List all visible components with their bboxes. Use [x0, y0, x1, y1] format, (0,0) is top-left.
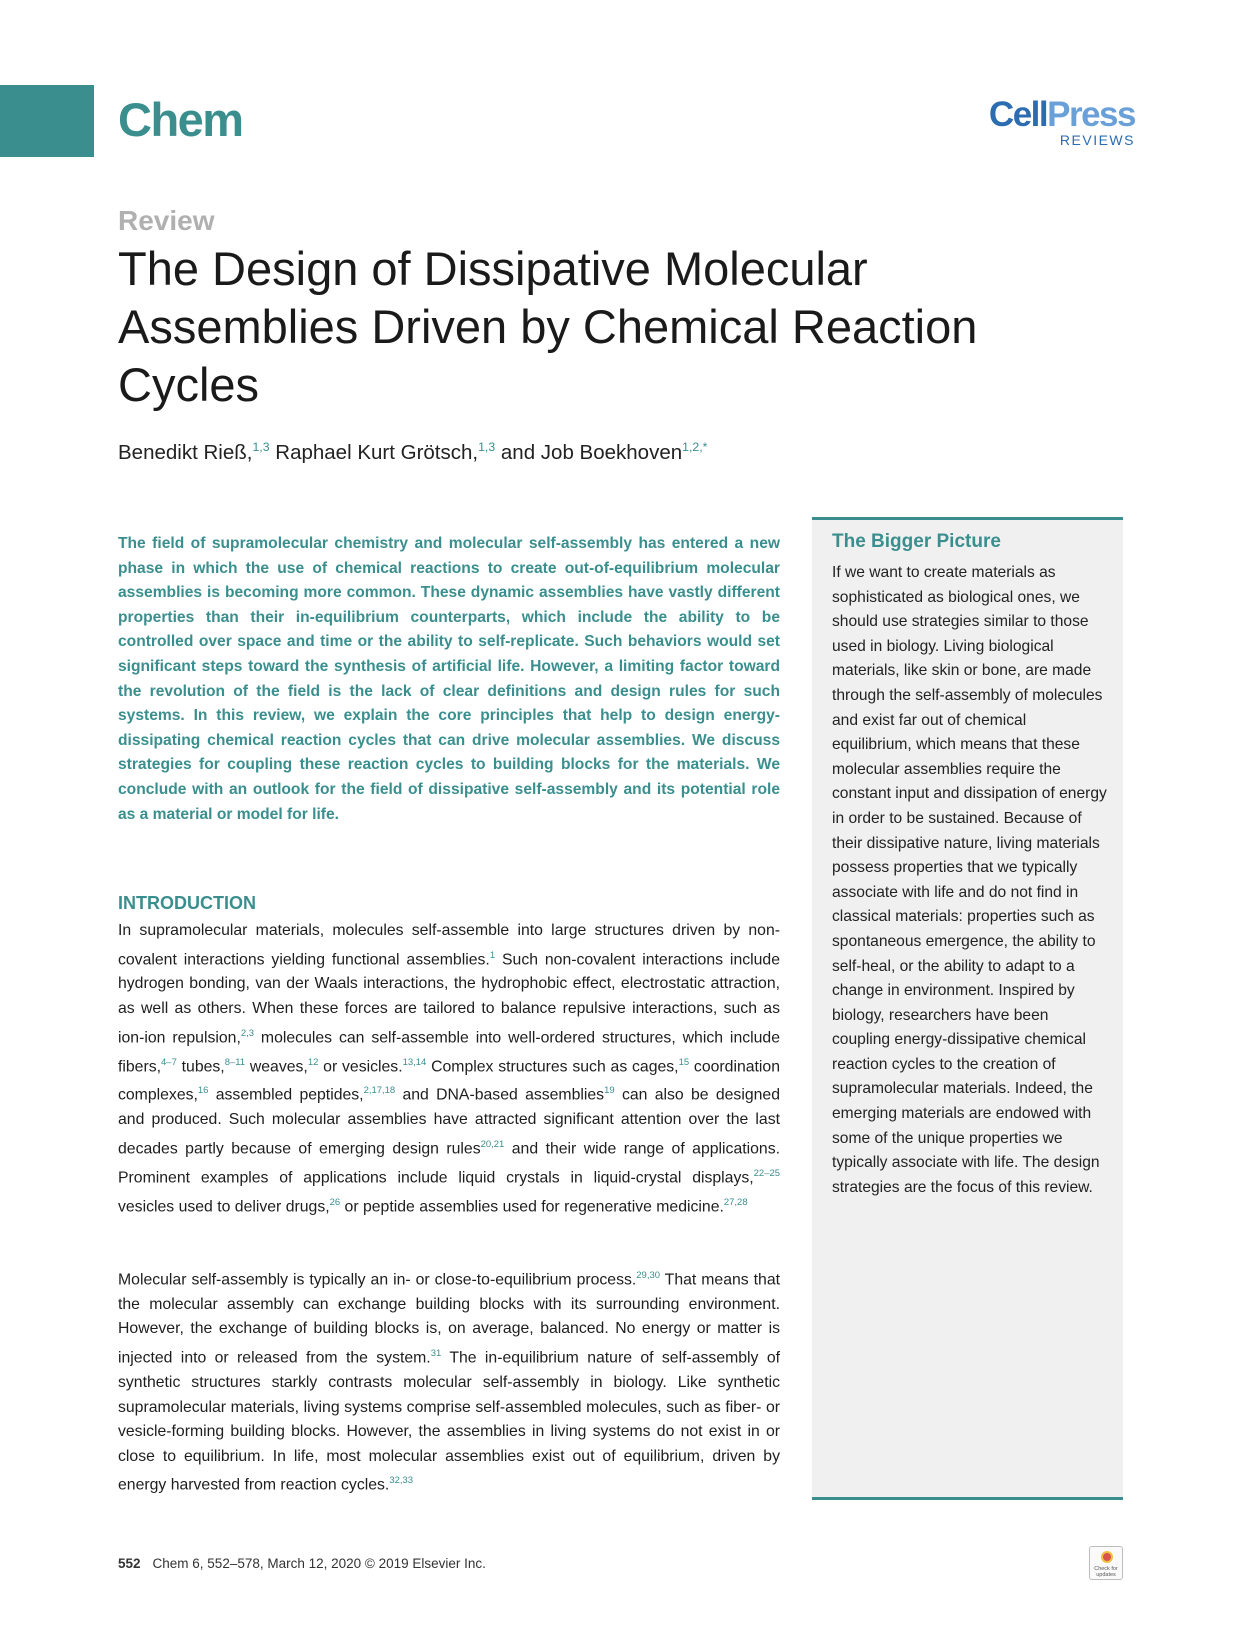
page-number: 552 — [118, 1556, 141, 1571]
reference-link[interactable]: 4–7 — [161, 1056, 177, 1068]
paragraph-text: That means that the molecular assembly can exchange building blocks with its surrounding environment. However, the exchange of building blocks is, on average, balanced. No energy or matter is injected into or released from the system. — [118, 1271, 780, 1367]
reference-link[interactable]: 31 — [430, 1348, 442, 1360]
reference-link[interactable]: 32,33 — [389, 1475, 414, 1487]
reference-link[interactable]: 2,3 — [240, 1027, 255, 1039]
author-name: Raphael Kurt Grötsch, — [275, 440, 479, 464]
article-title: The Design of Dissipative Molecular Assemblies Driven by Chemical Reaction Cycles — [118, 242, 978, 411]
paragraph-text: or peptide assemblies used for regenerative medicine. — [340, 1197, 724, 1215]
reference-link[interactable]: 16 — [197, 1085, 209, 1097]
paragraph-text: can also be designed and produced. Such molecular assemblies have attracted significant attention over the last decades partly because of emerging design rules — [118, 1086, 780, 1158]
publisher-logo-sub: REVIEWS — [1059, 132, 1135, 148]
paragraph-text: Molecular self-assembly is typically an in- or close-to-equilibrium process. — [118, 1271, 637, 1289]
paragraph-text: molecules can self-assemble into well-ordered structures, which include fibers, — [118, 1028, 780, 1075]
page-footer — [118, 1556, 486, 1571]
citation-line: Chem 6, 552–578, March 12, 2020 © 2019 Elsevier Inc. — [152, 1556, 486, 1571]
paragraph-text: or vesicles. — [318, 1057, 403, 1075]
paragraph-text: coordination complexes, — [118, 1057, 780, 1104]
check-for-updates-label: Check for updates — [1094, 1566, 1118, 1578]
reference-link[interactable]: 12 — [307, 1056, 319, 1068]
reference-link[interactable]: 29,30 — [636, 1270, 660, 1281]
publisher-logo-press: Press — [1047, 95, 1135, 134]
paragraph-text: Complex structures such as cages, — [426, 1057, 679, 1075]
reference-link[interactable]: 19 — [604, 1085, 615, 1097]
reference-link[interactable]: 1 — [489, 949, 496, 961]
article-type: Review — [118, 205, 215, 236]
publisher-logo-cell: Cell — [988, 95, 1048, 134]
bigger-picture-text: If we want to create materials as sophisticated as biological ones, we should use strategies similar to those used in biology. Living biological materials, like skin or bone, are made through the self-assembly of molecules and exist far out of chemical equilibrium, which means that these molecular assemblies require the constant input and dissipation of energy in order to be sustained. Because of their dissipative nature, living materials possess properties that we typically associate with life and do not find in classical materials: properties such as spontaneous emergence, the ability to self-heal, or the ability to adapt to a change in environment. Inspired by biology, researchers have been coupling energy-dissipative chemical reaction cycles to the creation of supramolecular materials. Indeed, the emerging materials are endowed with some of the unique properties we typically associate with life. The design strategies are the focus of this review. — [832, 564, 1107, 1196]
paragraph-text: and their wide range of applications. Prominent examples of applications include liquid crystals in liquid-crystal displays, — [118, 1140, 780, 1186]
reference-link[interactable]: 15 — [678, 1056, 690, 1068]
author-affiliation-link[interactable]: 1,2,* — [682, 440, 708, 454]
publisher-logo — [989, 97, 1135, 147]
update-icon — [1101, 1551, 1113, 1563]
author-list — [118, 440, 707, 465]
reference-link[interactable]: 27,28 — [723, 1196, 748, 1208]
reference-link[interactable]: 8–11 — [224, 1056, 246, 1068]
bigger-picture-heading: The Bigger Picture — [832, 531, 1001, 552]
bigger-picture-box — [812, 517, 1123, 1500]
body-paragraph — [118, 919, 780, 1219]
body-paragraph — [118, 1264, 780, 1498]
paragraph-text: vesicles used to deliver drugs, — [118, 1197, 330, 1215]
author-name: and Job Boekhoven — [500, 440, 683, 464]
section-heading-introduction: INTRODUCTION — [118, 893, 256, 913]
reference-link[interactable]: 13,14 — [402, 1056, 427, 1068]
paragraph-text: assembled peptides, — [208, 1086, 364, 1104]
paragraph-text: The in-equilibrium nature of self-assembly of synthetic structures starkly contrasts molecular self-assembly in biology. Like synthetic supramolecular materials, living systems comprise self-assembled molecules, such as fiber- or vesicle-forming building blocks. However, the assemblies in living systems do not exist in or close to equilibrium. In life, most molecular assemblies exist out of equilibrium, driven by energy harvested from reaction cycles. — [118, 1349, 780, 1494]
reference-link[interactable]: 2,17,18 — [363, 1085, 396, 1097]
author-affiliation-link[interactable]: 1,3 — [252, 440, 270, 454]
paragraph-text: Such non-covalent interactions include hydrogen bonding, van der Waals interactions, the hydrophobic effect, electrostatic attraction, as well as others. When these forces are tailored to balance repulsive interactions, such as ion-ion repulsion, — [118, 950, 780, 1046]
author-name: Benedikt Rieß, — [118, 440, 253, 464]
author-affiliation-link[interactable]: 1,3 — [478, 440, 496, 454]
reference-link[interactable]: 22–25 — [753, 1167, 780, 1179]
summary-abstract: The field of supramolecular chemistry and molecular self-assembly has entered a new phase in which the use of chemical reactions to create out-of-equilibrium molecular assemblies is becoming more common. These dynamic assemblies have vastly different properties than their in-equilibrium counterparts, which include the ability to be controlled over space and time or the ability to self-replicate. Such behaviors would set significant steps toward the synthesis of artificial life. However, a limiting factor toward the revolution of the field is the lack of clear definitions and design rules for such systems. In this review, we explain the core principles that help to design energy-dissipating chemical reaction cycles that can drive molecular assemblies. We discuss strategies for coupling these reaction cycles to building blocks for the materials. We conclude with an outlook for the field of dissipative self-assembly and its potential role as a material or model for life. — [118, 535, 780, 823]
journal-logo: Chem — [118, 93, 243, 146]
paragraph-text: tubes, — [176, 1057, 225, 1075]
paragraph-text: weaves, — [245, 1057, 308, 1075]
journal-color-block — [0, 85, 94, 157]
reference-link[interactable]: 26 — [329, 1196, 341, 1208]
paragraph-text: and DNA-based assemblies — [395, 1086, 605, 1104]
check-for-updates-button[interactable] — [1089, 1546, 1123, 1580]
reference-link[interactable]: 20,21 — [480, 1138, 505, 1150]
paragraph-text: In supramolecular materials, molecules self-assemble into large structures driven by non-covalent interactions yielding functional assemblies. — [118, 922, 780, 968]
